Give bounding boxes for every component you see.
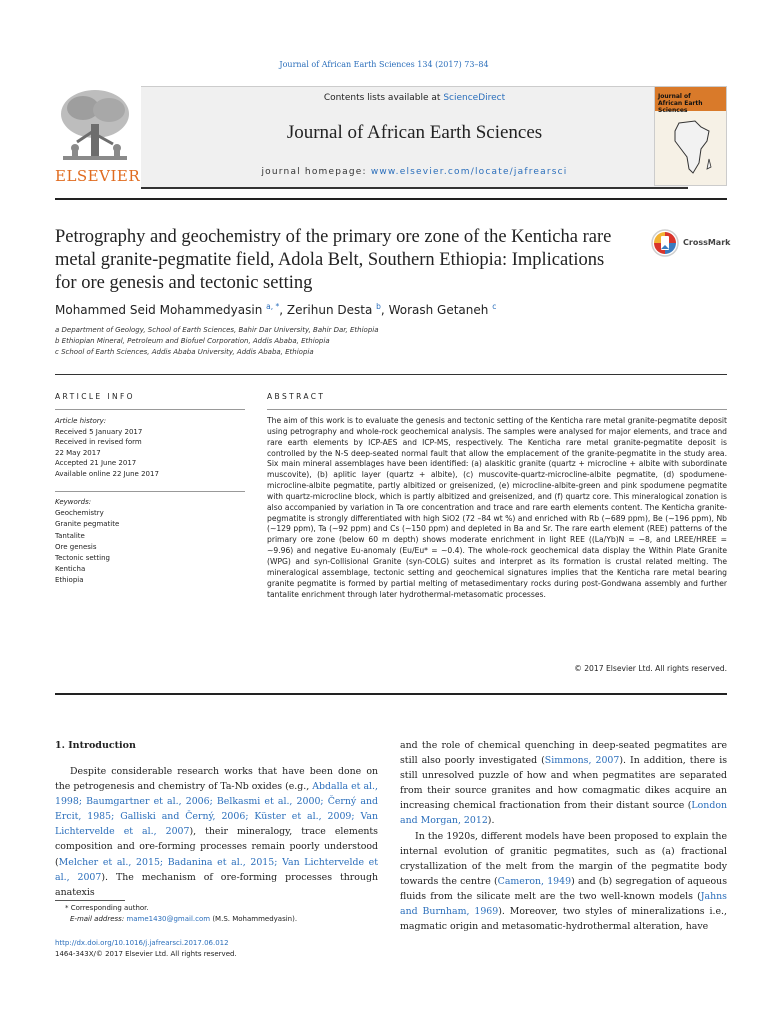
body-text: ). — [487, 815, 495, 827]
keyword-item: Ethiopia — [55, 576, 84, 585]
body-text: Despite considerable research works that have been done on the petrogenesis and chemistry of Ta-Nb oxides (e.g., — [55, 766, 378, 793]
citation-link[interactable]: Abdalla et al., 1998; Baumgartner et al., 2006; Belkasmi et al., 2000; Černý and Ercit, 1985; Galliski and Černý, 2006; Küster et al., 2009; Van Lichtervelde et al., 2007 — [55, 781, 378, 838]
citation-link[interactable]: Jahns and Burnham, 1969 — [400, 890, 727, 918]
body-text: In the 1920s, different models have been proposed to explain the internal evolution of granitic pegmatites, such as (a) fractional crystallization of the melt from the margin of the pegmatite body towards the centre ( — [400, 830, 727, 887]
publisher-name: ELSEVIER — [55, 167, 141, 185]
doi-block — [55, 938, 455, 960]
section-heading-introduction: 1. Introduction — [55, 740, 136, 751]
journal-citation[interactable]: Journal of African Earth Sciences 134 (2017) 73–84 — [279, 60, 489, 69]
author-name[interactable]: Worash Getaneh — [388, 303, 489, 317]
masthead-divider — [55, 198, 727, 200]
homepage-line — [141, 167, 688, 177]
crossmark-badge[interactable] — [651, 229, 731, 257]
paper-title: Petrography and geochemistry of the primary ore zone of the Kenticha rare metal granite-pegmatite field, Adola Belt, Southern Ethiopia: Implications for ore genesis and tectonic setting — [55, 227, 612, 293]
keyword-item: Ore genesis — [55, 542, 97, 551]
body-text: ). The mechanism of ore-forming processes through anatexis — [55, 871, 378, 898]
author-affiliation-mark[interactable]: a, * — [266, 302, 280, 311]
history-item: Available online 22 June 2017 — [55, 469, 159, 478]
body-text: ), their mineralogy, trace elements composition and ore-forming processes remain poorly understood ( — [55, 826, 378, 868]
body-text: ). In addition, there is still unresolved puzzle of how and when pegmatites are separated from their source granites and how comagmatic dikes acquire an increasing chemical fractionation from their distant source ( — [400, 755, 728, 812]
keywords-list — [55, 497, 245, 587]
keyword-item: Geochemistry — [55, 509, 104, 518]
issn-line: 1464-343X/© 2017 Elsevier Ltd. All rights reserved. — [55, 950, 237, 958]
email-label: E-mail address: — [70, 915, 127, 923]
email-link[interactable]: mame1430@gmail.com — [126, 915, 211, 923]
masthead — [55, 86, 727, 189]
citation-link[interactable]: Simmons, 2007 — [544, 755, 620, 767]
cover-title: Journal of African Earth Sciences — [658, 93, 703, 114]
elsevier-tree-icon — [55, 86, 135, 166]
article-info-rule — [55, 409, 245, 410]
elsevier-logo[interactable] — [55, 86, 141, 189]
keywords-label: Keywords: — [55, 498, 92, 506]
body-text: ) and (b) segregation of aqueous fluids from the silicate melt are the two well-known models ( — [400, 875, 728, 902]
citation-link[interactable]: London and Morgan, 2012 — [400, 800, 727, 827]
history-item: Received 5 January 2017 — [55, 427, 143, 436]
keyword-item: Tectonic setting — [55, 554, 110, 563]
history-item: 22 May 2017 — [55, 448, 101, 457]
header-divider — [55, 374, 727, 375]
affiliation-list — [55, 325, 715, 358]
author-name[interactable]: Mohammed Seid Mohammedyasin — [55, 303, 263, 317]
history-item: Received in revised form — [55, 438, 142, 447]
citation-link[interactable]: Cameron, 1949 — [497, 875, 572, 887]
africa-map-icon — [671, 119, 713, 177]
homepage-prefix: journal homepage: — [261, 167, 371, 177]
keyword-item: Tantalite — [55, 531, 85, 540]
journal-title: Journal of African Earth Sciences — [286, 122, 543, 143]
keyword-item: Granite pegmatite — [55, 520, 120, 529]
affiliation-item: b Ethiopian Mineral, Petroleum and Biofuel Corporation, Addis Ababa, Ethiopia — [55, 337, 330, 345]
body-paragraph — [400, 829, 727, 935]
crossmark-label: CrossMark — [683, 238, 731, 247]
contents-prefix: Contents lists available at — [323, 93, 444, 103]
body-column-right — [400, 738, 727, 934]
journal-banner — [141, 86, 688, 189]
author-affiliation-mark[interactable]: b — [376, 302, 381, 311]
author-list: Mohammed Seid Mohammedyasin $^{a, *}$, Zerihun Desta $^b$, Worash Getaneh $^c$ — [55, 302, 497, 317]
author-affiliation-mark[interactable]: c — [492, 302, 497, 311]
history-label: Article history: — [55, 417, 107, 425]
body-paragraph — [55, 764, 378, 900]
affiliation-item: a Department of Geology, School of Earth Sciences, Bahir Dar University, Bahir Dar, Ethiopia — [55, 326, 379, 334]
email-line — [55, 914, 385, 925]
abstract-divider — [55, 693, 727, 695]
author-name[interactable]: Zerihun Desta — [286, 303, 373, 317]
keywords-rule — [55, 491, 245, 492]
history-item: Accepted 21 June 2017 — [55, 459, 137, 468]
email-suffix: (M.S. Mohammedyasin). — [210, 915, 298, 923]
abstract-rule — [267, 409, 727, 410]
abstract-copyright: © 2017 Elsevier Ltd. All rights reserved. — [574, 664, 727, 673]
abstract-heading: ABSTRACT — [267, 392, 326, 401]
abstract-text: The aim of this work is to evaluate the genesis and tectonic setting of the Kenticha rare metal granite-pegmatite deposit using petrography and whole-rock geochemical analysis. The samples were analysed for major elements, and trace and rare earth elements by ICP-AES and ICP-MS, respectively. The Kenticha rare metal granite-pegmatite deposit is controlled by the N-S deep-seated normal fault that allow the emplacement of the granite-pegmatite in the study area. Six main mineral assemblages have been identified: (a) alaskitic granite (quartz + microcline + albite with subordinate muscovite), (b) aplitic layer (quartz + albite), (c) muscovite-quartz-microcline-albite pegmatite, (d) spodumene-microcline-albite pegmatite, partly albitized or greisenized, (e) microcline-albite-green and pink spodumene pegmatite with quartz-microcline block, which is partly albitized and greisenized, and (f) quartz core. This mineralogical zonation is also accompanied by variation in Ta ore concentration and trace and rare earth elements content. The Kenticha granite-pegmatite is strongly differentiated with high SiO2 (72 –84 wt %) and enriched with Rb (~689 ppm), Be (~196 ppm), Nb (~129 ppm), Ta (~92 ppm) and Cs (~150 ppm) and depleted in Ba and Sr. The rare earth element (REE) patterns of the primary ore zone (below 60 m depth) shows moderate enrichment in light REE ((La/Yb)N = ~8, and LREE/HREE = ~9.96) and negative Eu-anomaly (Eu/Eu* = ~0.4). The whole-rock geochemical data display the Within Plate Granite (WPG) and syn-Collisional Granite (syn-COLG) suites and interpret as its formation is crustal related melting. The mineralogical assemblage, tectonic setting and geochemical signatures implies that the Kenticha rare metal bearing granite pegmatite is formed by partial melting of metasedimentary rocks during post-Gondwana assembly and further tantalite enrichment through later hydrothermal-metasomatic processes. — [267, 416, 727, 599]
footnote — [55, 903, 385, 925]
keyword-item: Kenticha — [55, 565, 86, 574]
corresponding-author-note: * Corresponding author. — [65, 904, 149, 912]
contents-line — [141, 93, 688, 103]
citation-link[interactable]: Melcher et al., 2015; Badanina et al., 2015; Van Lichtervelde et al., 2007 — [55, 856, 378, 883]
body-paragraph — [400, 738, 727, 829]
article-info-heading: ARTICLE INFO — [55, 392, 135, 401]
body-column-left — [55, 764, 378, 900]
body-text: and the role of chemical quenching in deep-seated pegmatites are still also poorly investigated ( — [400, 740, 727, 767]
sciencedirect-link[interactable]: ScienceDirect — [443, 93, 506, 103]
body-text: ). Moreover, two styles of mineralizations i.e., magmatic origin and metasomatic-hydrothermal alteration, have — [400, 906, 727, 933]
footnote-rule — [55, 900, 125, 901]
affiliation-item: c School of Earth Sciences, Addis Ababa University, Addis Ababa, Ethiopia — [55, 348, 314, 356]
crossmark-icon — [651, 229, 679, 257]
journal-cover[interactable] — [654, 86, 727, 186]
article-history — [55, 416, 245, 480]
homepage-link[interactable]: www.elsevier.com/locate/jafrearsci — [370, 167, 568, 177]
doi-link[interactable]: http://dx.doi.org/10.1016/j.jafrearsci.2017.06.012 — [55, 939, 229, 947]
